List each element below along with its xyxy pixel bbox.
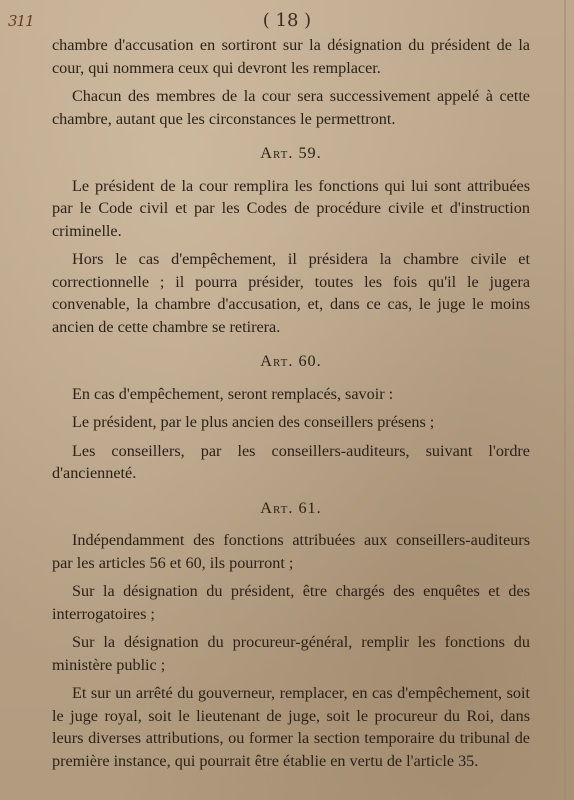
handwritten-folio-number: 311: [8, 12, 34, 30]
article-heading-59: Art. 59.: [260, 144, 322, 162]
page-number: ( 18 ): [262, 10, 312, 31]
paragraph: Chacun des membres de la cour sera successivement appelé à cette chambre, autant que les circonstances le permettront.: [52, 87, 530, 128]
paragraph: chambre d'accusation en sortiront sur la désignation du président de la cour, qui nommera ceux qui devront les remplacer.: [52, 36, 530, 77]
body-text: [52, 34, 530, 772]
article-heading-61: Art. 61.: [260, 498, 322, 517]
paragraph: Et sur un arrêté du gouverneur, remplacer, en cas d'empêchement, soit le juge royal, soit le lieutenant de juge, soit le procureur du Roi, dans leurs diverses attributions, ou former la section temporaire du tribunal de première instance, qui pourrait être établie en vertu de l'article 35.: [52, 684, 530, 770]
paragraph: Indépendamment des fonctions attribuées aux conseillers-auditeurs par les articles 56 et 60, ils pourront ;: [52, 531, 530, 572]
article-heading-60: Art. 60.: [260, 352, 322, 370]
paragraph: En cas d'empêchement, seront remplacés, savoir :: [72, 384, 394, 403]
paragraph: Sur la désignation du procureur-général, remplir les fonctions du ministère public ;: [52, 633, 530, 674]
paragraph: Les conseillers, par les conseillers-auditeurs, suivant l'ordre d'ancienneté.: [52, 441, 530, 482]
paragraph: Le président, par le plus ancien des conseillers présens ;: [72, 413, 435, 431]
paragraph: Le président de la cour remplira les fonctions qui lui sont attribuées par le Code civil et par les Codes de procédure civile et d'instruction criminelle.: [52, 176, 530, 240]
paragraph: Sur la désignation du président, être chargés des enquêtes et des interrogatoires ;: [52, 582, 530, 623]
page-fold-shadow: [564, 0, 566, 800]
paragraph: Hors le cas d'empêchement, il présidera la chambre civile et correctionnelle ; il pourra présider, toutes les fois qu'il le jugera convenable, la chambre d'accusation, et, dans ce cas, le juge le moins ancien de cette chambre se retirera.: [52, 250, 530, 336]
